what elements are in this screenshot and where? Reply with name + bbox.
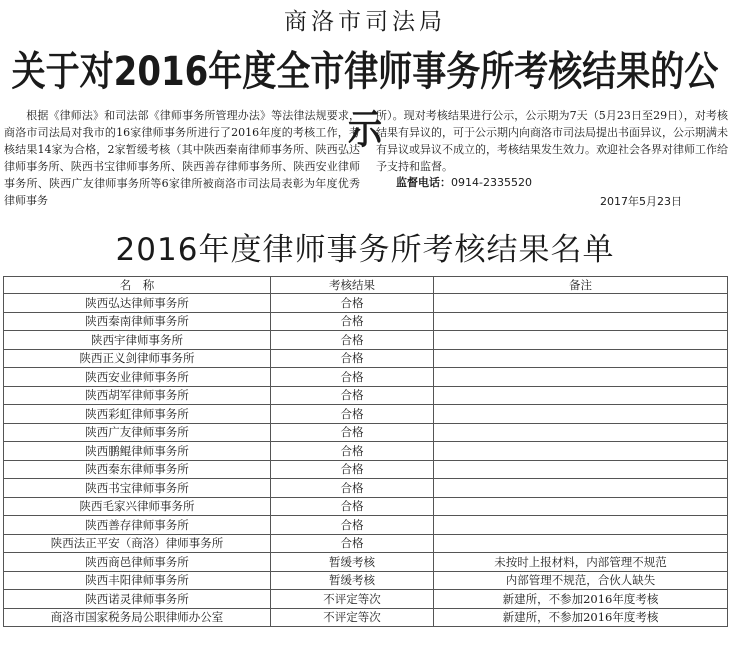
table-row bbox=[4, 590, 728, 609]
cell-firm-name: 陕西书宝律师事务所 bbox=[4, 479, 271, 498]
cell-remark bbox=[434, 516, 728, 535]
header-result: 考核结果 bbox=[271, 277, 434, 294]
cell-result: 不评定等次 bbox=[271, 590, 434, 609]
cell-remark bbox=[434, 312, 728, 331]
cell-firm-name: 陕西彩虹律师事务所 bbox=[4, 405, 271, 424]
hotline-number: 0914-2335520 bbox=[451, 176, 532, 189]
cell-remark bbox=[434, 442, 728, 461]
table-header-row bbox=[4, 277, 728, 294]
notice-body bbox=[4, 107, 728, 207]
cell-firm-name: 陕西秦南律师事务所 bbox=[4, 312, 271, 331]
cell-remark: 新建所，不参加2016年度考核 bbox=[434, 590, 728, 609]
cell-firm-name: 陕西胡军律师事务所 bbox=[4, 386, 271, 405]
table-row bbox=[4, 405, 728, 424]
cell-firm-name: 陕西善存律师事务所 bbox=[4, 516, 271, 535]
list-title: 2016年度律师事务所考核结果名单 bbox=[115, 232, 615, 268]
cell-firm-name: 陕西商邑律师事务所 bbox=[4, 553, 271, 572]
table-row bbox=[4, 516, 728, 535]
table-row bbox=[4, 386, 728, 405]
cell-remark bbox=[434, 497, 728, 516]
cell-firm-name: 陕西广友律师事务所 bbox=[4, 423, 271, 442]
table-row bbox=[4, 571, 728, 590]
notice-text-right: 所）。现对考核结果进行公示，公示期为7天（5月23日至29日），对考核结果有异议的，可于公示期内向商洛市司法局提出书面异议，公示期满未有异议或异议不成立的，考核结果发生效力。欢迎社会各界对律师工作给予支持和监督。 bbox=[376, 109, 728, 173]
cell-firm-name: 陕西宇律师事务所 bbox=[4, 331, 271, 350]
cell-firm-name: 陕西安业律师事务所 bbox=[4, 368, 271, 387]
cell-firm-name: 陕西法正平安（商洛）律师事务所 bbox=[4, 534, 271, 553]
table-row bbox=[4, 423, 728, 442]
cell-remark bbox=[434, 423, 728, 442]
cell-remark bbox=[434, 405, 728, 424]
cell-remark bbox=[434, 534, 728, 553]
cell-remark: 内部管理不规范，合伙人缺失 bbox=[434, 571, 728, 590]
cell-firm-name: 陕西秦东律师事务所 bbox=[4, 460, 271, 479]
cell-result: 不评定等次 bbox=[271, 608, 434, 627]
cell-remark bbox=[434, 331, 728, 350]
table-row bbox=[4, 608, 728, 627]
cell-result: 合格 bbox=[271, 368, 434, 387]
cell-remark bbox=[434, 479, 728, 498]
hotline-label: 监督电话： bbox=[396, 176, 451, 189]
cell-result: 合格 bbox=[271, 479, 434, 498]
cell-firm-name: 陕西诺灵律师事务所 bbox=[4, 590, 271, 609]
cell-result: 合格 bbox=[271, 442, 434, 461]
table-row bbox=[4, 479, 728, 498]
cell-result: 合格 bbox=[271, 386, 434, 405]
cell-result: 合格 bbox=[271, 534, 434, 553]
cell-firm-name: 陕西弘达律师事务所 bbox=[4, 294, 271, 313]
header-name: 名 称 bbox=[4, 277, 271, 294]
cell-remark: 未按时上报材料，内部管理不规范 bbox=[434, 553, 728, 572]
cell-result: 合格 bbox=[271, 331, 434, 350]
table-row bbox=[4, 368, 728, 387]
cell-firm-name: 陕西正义剑律师事务所 bbox=[4, 349, 271, 368]
cell-result: 暂缓考核 bbox=[271, 571, 434, 590]
cell-result: 合格 bbox=[271, 497, 434, 516]
cell-result: 合格 bbox=[271, 405, 434, 424]
table-row bbox=[4, 312, 728, 331]
table-row bbox=[4, 534, 728, 553]
cell-firm-name: 商洛市国家税务局公职律师办公室 bbox=[4, 608, 271, 627]
cell-remark: 新建所，不参加2016年度考核 bbox=[434, 608, 728, 627]
cell-remark bbox=[434, 386, 728, 405]
cell-remark bbox=[434, 294, 728, 313]
cell-result: 合格 bbox=[271, 460, 434, 479]
cell-remark bbox=[434, 349, 728, 368]
table-row bbox=[4, 497, 728, 516]
hotline bbox=[396, 174, 532, 190]
table-row bbox=[4, 460, 728, 479]
cell-result: 暂缓考核 bbox=[271, 553, 434, 572]
cell-firm-name: 陕西毛家兴律师事务所 bbox=[4, 497, 271, 516]
cell-result: 合格 bbox=[271, 312, 434, 331]
table-row bbox=[4, 442, 728, 461]
notice-text-left: 根据《律师法》和司法部《律师事务所管理办法》等法律法规要求，商洛市司法局对我市的16家律师事务所进行了2016年度的考核工作，考核结果14家为合格，2家暂缓考核（其中陕西秦南律师事务所、陕西弘达律师事务所、陕西书宝律师事务所、陕西善存律师事务所、陕西安业律师事务所、陕西广友律师事务所等6家律所被商洛市司法局表彰为年度优秀律师事务 bbox=[4, 109, 360, 207]
page-headline: 关于对2016年度全市律师事务所考核结果的公示 bbox=[11, 48, 719, 154]
table-row bbox=[4, 294, 728, 313]
publication-date: 2017年5月23日 bbox=[600, 195, 682, 208]
cell-result: 合格 bbox=[271, 516, 434, 535]
table-row bbox=[4, 553, 728, 572]
cell-remark bbox=[434, 460, 728, 479]
header-remark: 备注 bbox=[434, 277, 728, 294]
table-row bbox=[4, 349, 728, 368]
cell-firm-name: 陕西鹏鲲律师事务所 bbox=[4, 442, 271, 461]
cell-result: 合格 bbox=[271, 423, 434, 442]
cell-firm-name: 陕西丰阳律师事务所 bbox=[4, 571, 271, 590]
cell-result: 合格 bbox=[271, 349, 434, 368]
results-table bbox=[3, 276, 728, 627]
organization-name: 商洛市司法局 bbox=[284, 9, 446, 35]
cell-result: 合格 bbox=[271, 294, 434, 313]
cell-remark bbox=[434, 368, 728, 387]
table-row bbox=[4, 331, 728, 350]
